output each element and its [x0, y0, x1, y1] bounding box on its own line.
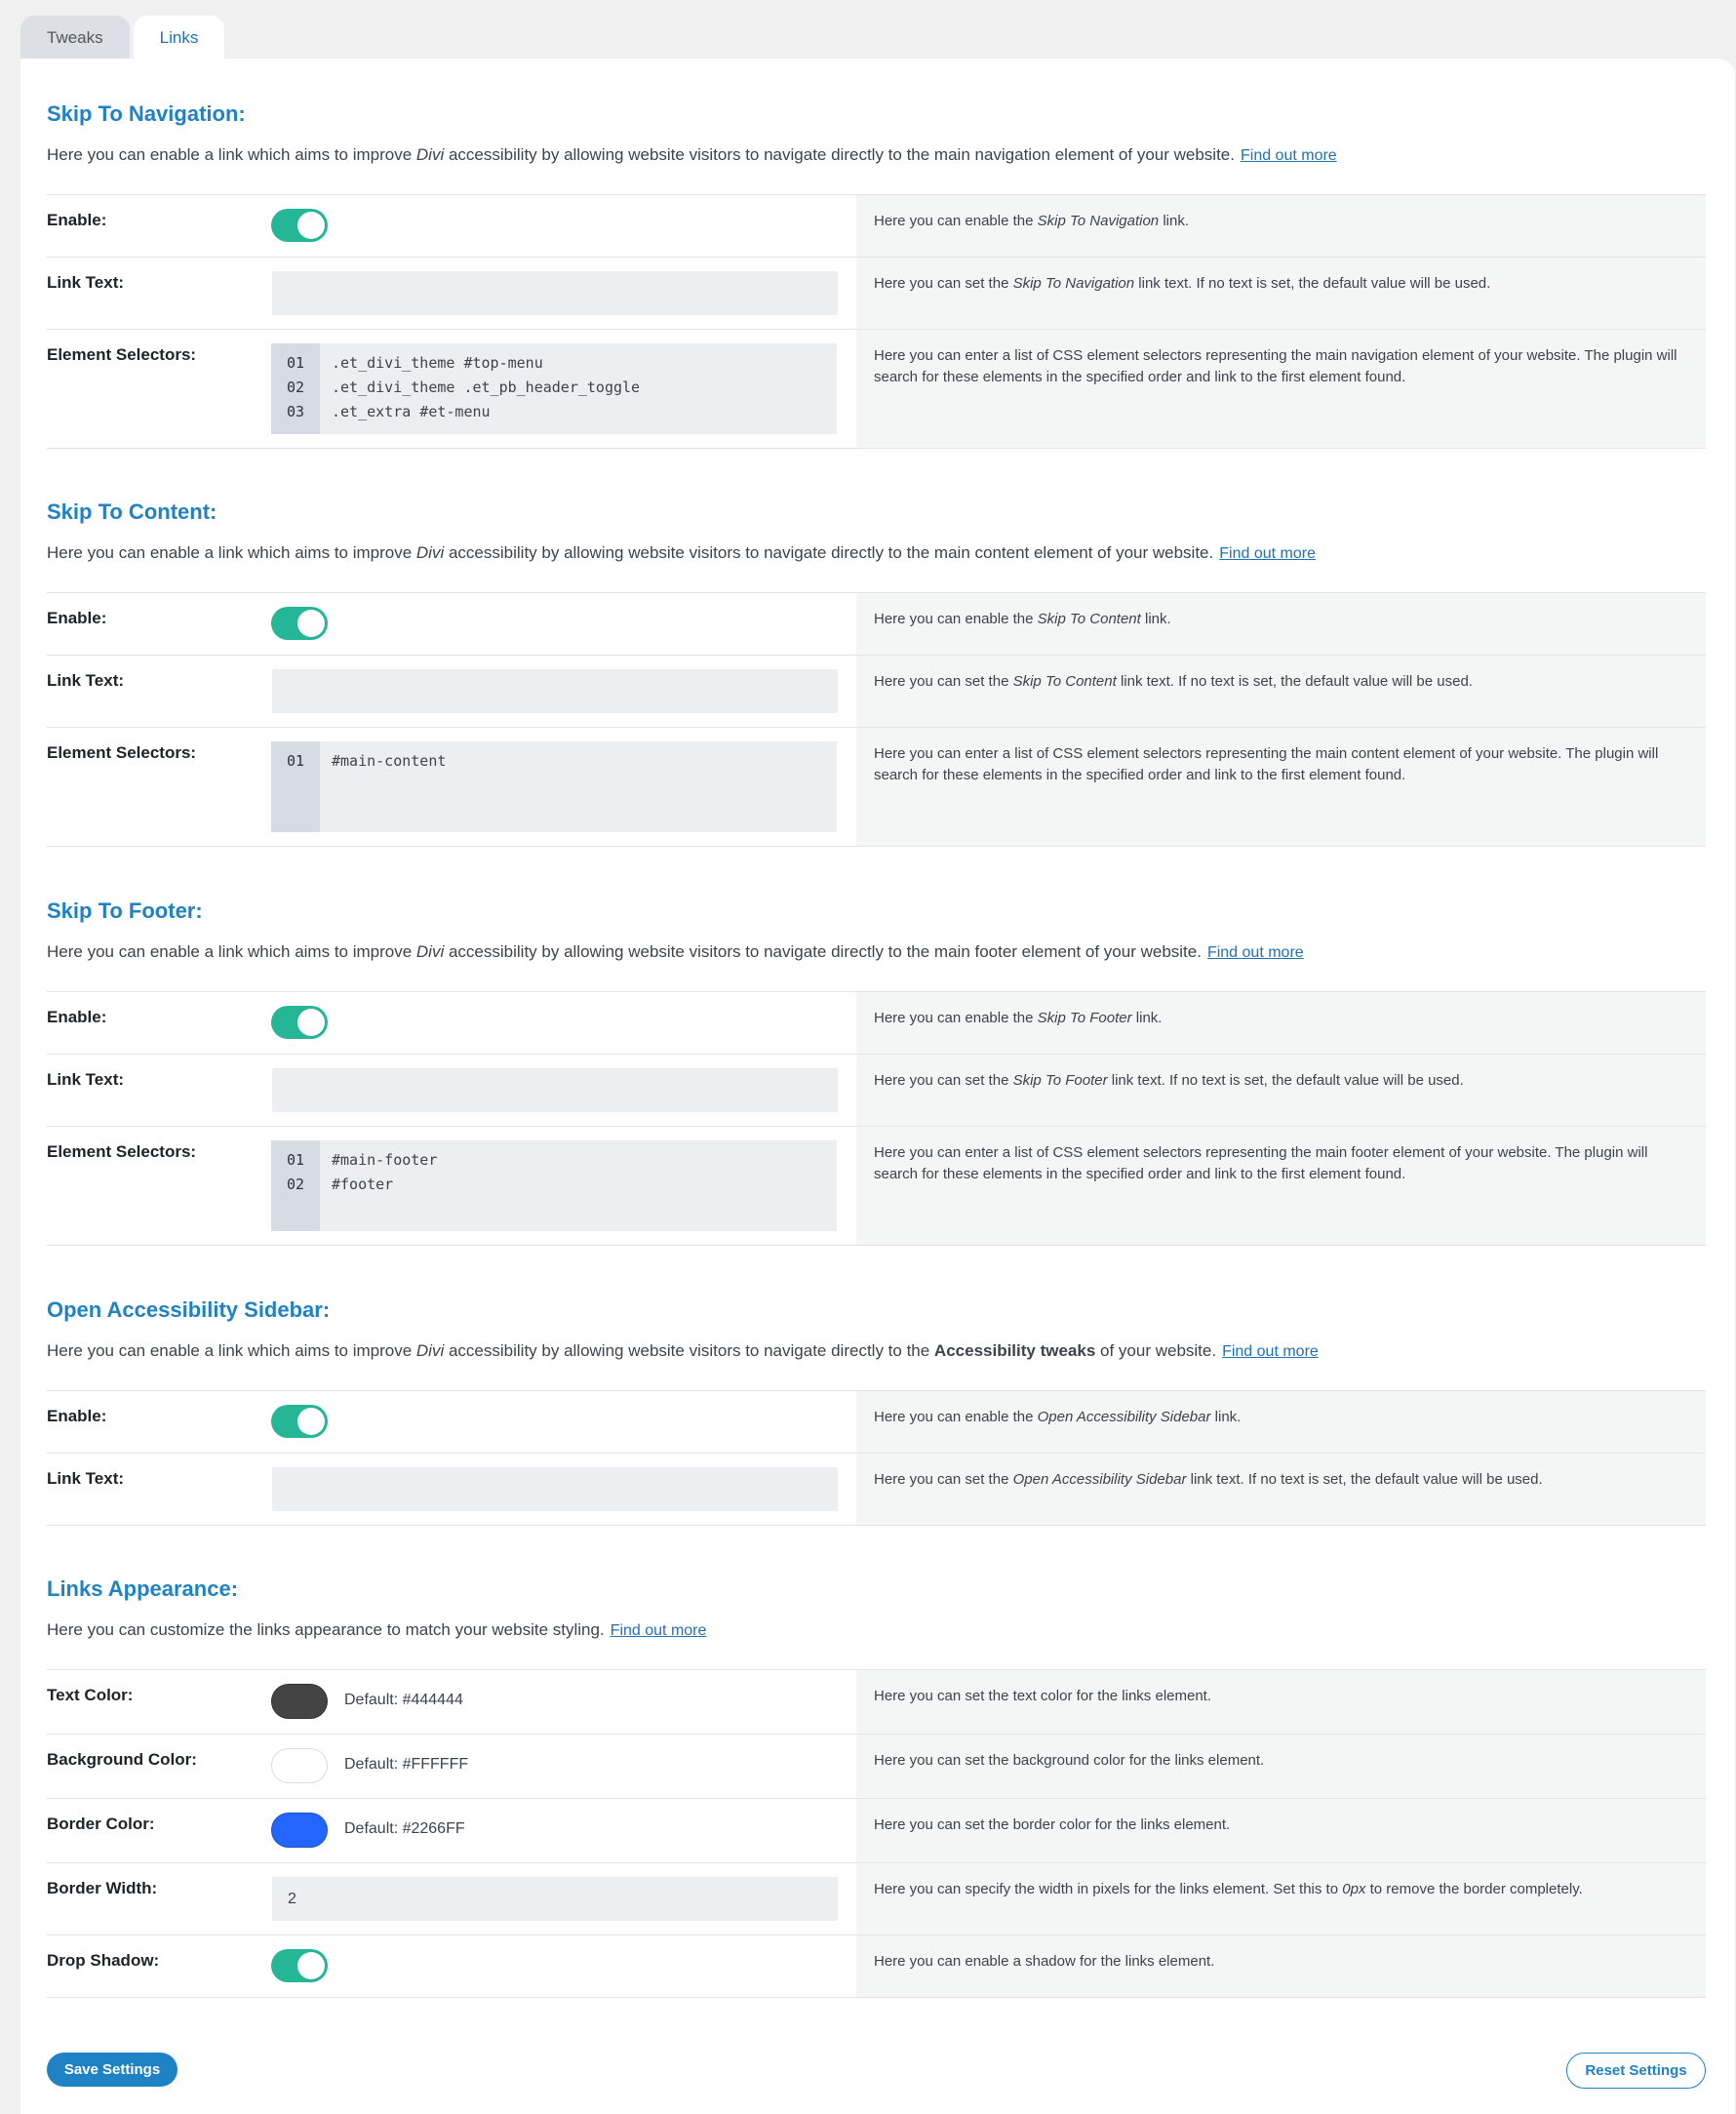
selector-line: .et_divi_theme .et_pb_header_toggle [332, 379, 641, 396]
selector-line: .et_extra #et-menu [332, 403, 491, 420]
links-appearance-section [47, 1576, 1706, 1970]
skip-to-footer-section [47, 898, 1706, 1193]
link-text-help: Here you can set the Open Accessibility Sidebar link text. If no text is set, the default value will be used. [856, 1454, 1706, 1525]
enable-toggle[interactable] [271, 209, 328, 242]
enable-label: Enable: [47, 1407, 107, 1425]
settings-rows [47, 1669, 1706, 1998]
reset-settings-button[interactable]: Reset Settings [1566, 2053, 1706, 2089]
enable-label: Enable: [47, 211, 107, 229]
enable-help: Here you can enable the Open Accessibility Sidebar link. [856, 1391, 1706, 1453]
section-description: Here you can enable a link which aims to improve Divi accessibility by allowing website visitors to navigate directly to the main navigation element of your website. Find out more [47, 145, 1337, 164]
link-text-input[interactable] [272, 1068, 838, 1112]
enable-help: Here you can enable the Skip To Content link. [856, 593, 1706, 655]
link-text-help: Here you can set the Skip To Navigation link text. If no text is set, the default value will be used. [856, 258, 1706, 329]
find-out-more-link[interactable]: Find out more [610, 1622, 707, 1639]
border-color-label: Border Color: [47, 1815, 155, 1833]
skip-to-content-section [47, 499, 1706, 783]
text-color-label: Text Color: [47, 1686, 134, 1704]
line-number: 02 [287, 379, 305, 396]
tab-links[interactable]: Links [134, 16, 225, 60]
link-text-help: Here you can set the Skip To Content link text. If no text is set, the default value will be used. [856, 656, 1706, 727]
drop-shadow-toggle[interactable] [271, 1949, 328, 1982]
link-text-row [47, 656, 1706, 728]
enable-row [47, 593, 1706, 656]
skip-to-navigation-section [47, 101, 1706, 420]
enable-row [47, 1391, 1706, 1454]
find-out-more-link[interactable]: Find out more [1240, 147, 1337, 164]
border-color-default: Default: #2266FF [344, 1820, 465, 1837]
toggle-knob [297, 610, 325, 637]
section-title: Links Appearance: [47, 1576, 239, 1601]
element-selectors-label: Element Selectors: [47, 1142, 197, 1161]
section-description: Here you can enable a link which aims to improve Divi accessibility by allowing website visitors to navigate directly to the main content element of your website. Find out more [47, 543, 1316, 562]
settings-rows [47, 194, 1706, 449]
line-number: 02 [287, 1176, 305, 1193]
border-width-help: Here you can specify the width in pixels for the links element. Set this to 0px to remove the border completely. [856, 1863, 1706, 1935]
background-color-help: Here you can set the background color for the links element. [856, 1735, 1706, 1798]
line-number: 01 [287, 752, 305, 770]
background-color-swatch[interactable] [271, 1748, 328, 1783]
open-accessibility-sidebar-section [47, 1297, 1706, 1488]
section-title: Open Accessibility Sidebar: [47, 1297, 331, 1322]
find-out-more-link[interactable]: Find out more [1222, 1343, 1319, 1360]
border-width-label: Border Width: [47, 1879, 158, 1897]
line-number: 03 [287, 403, 305, 420]
enable-label: Enable: [47, 1008, 107, 1026]
find-out-more-link[interactable]: Find out more [1219, 545, 1316, 562]
link-text-label: Link Text: [47, 1070, 125, 1089]
settings-tabs [20, 16, 224, 59]
settings-rows [47, 592, 1706, 847]
section-description: Here you can customize the links appearance to match your website styling. Find out more [47, 1620, 707, 1639]
section-description: Here you can enable a link which aims to improve Divi accessibility by allowing website visitors to navigate directly to the main footer element of your website. Find out more [47, 942, 1304, 961]
link-text-label: Link Text: [47, 671, 125, 690]
element-selectors-help: Here you can enter a list of CSS element selectors representing the main content element of your website. The plugin will search for these elements in the specified order and link to the first element found. [856, 728, 1706, 846]
text-color-default: Default: #444444 [344, 1692, 463, 1708]
find-out-more-link[interactable]: Find out more [1206, 944, 1304, 961]
link-text-input[interactable] [272, 669, 838, 713]
border-color-swatch[interactable] [271, 1813, 328, 1848]
enable-help: Here you can enable the Skip To Footer link. [856, 992, 1706, 1054]
text-color-swatch[interactable] [271, 1684, 328, 1719]
text-color-row [47, 1670, 1706, 1735]
enable-label: Enable: [47, 609, 107, 627]
section-title: Skip To Content: [47, 499, 217, 524]
enable-toggle[interactable] [271, 1006, 328, 1039]
element-selectors-row [47, 728, 1706, 847]
settings-rows [47, 1390, 1706, 1526]
element-selectors-row [47, 330, 1706, 449]
element-selectors-help: Here you can enter a list of CSS element selectors representing the main footer element of your website. The plugin will search for these elements in the specified order and link to the first element found. [856, 1127, 1706, 1245]
element-selectors-editor[interactable] [271, 741, 837, 832]
section-description: Here you can enable a link which aims to improve Divi accessibility by allowing website visitors to navigate directly to the Accessibility tweaks of your website. Find out more [47, 1341, 1319, 1360]
link-text-row [47, 1454, 1706, 1526]
drop-shadow-help: Here you can enable a shadow for the links element. [856, 1935, 1706, 1997]
border-color-row [47, 1799, 1706, 1863]
link-text-input[interactable] [272, 1467, 838, 1511]
toggle-knob [297, 1009, 325, 1036]
enable-help: Here you can enable the Skip To Navigation link. [856, 195, 1706, 257]
background-color-default: Default: #FFFFFF [344, 1756, 469, 1773]
line-number: 01 [287, 1151, 305, 1169]
enable-toggle[interactable] [271, 607, 328, 640]
selector-line: #main-content [332, 752, 447, 770]
toggle-knob [297, 212, 325, 239]
link-text-input[interactable] [272, 271, 838, 315]
drop-shadow-row [47, 1935, 1706, 1998]
element-selectors-label: Element Selectors: [47, 345, 197, 364]
enable-row [47, 992, 1706, 1055]
element-selectors-editor[interactable] [271, 343, 837, 434]
section-title: Skip To Navigation: [47, 101, 246, 126]
element-selectors-row [47, 1127, 1706, 1246]
element-selectors-label: Element Selectors: [47, 743, 197, 762]
save-settings-button[interactable]: Save Settings [47, 2053, 178, 2087]
tab-tweaks[interactable]: Tweaks [20, 16, 130, 60]
link-text-label: Link Text: [47, 1469, 125, 1488]
line-number: 01 [287, 354, 305, 372]
toggle-knob [297, 1408, 325, 1435]
border-width-row [47, 1863, 1706, 1935]
border-width-input[interactable]: 2 [272, 1877, 838, 1921]
drop-shadow-label: Drop Shadow: [47, 1951, 160, 1970]
element-selectors-help: Here you can enter a list of CSS element selectors representing the main navigation element of your website. The plugin will search for these elements in the specified order and link to the first element found. [856, 330, 1706, 448]
link-text-row [47, 258, 1706, 330]
section-title: Skip To Footer: [47, 898, 203, 923]
background-color-row [47, 1735, 1706, 1799]
link-text-help: Here you can set the Skip To Footer link text. If no text is set, the default value will be used. [856, 1055, 1706, 1126]
background-color-label: Background Color: [47, 1750, 197, 1769]
selector-line: .et_divi_theme #top-menu [332, 354, 543, 372]
settings-rows [47, 991, 1706, 1246]
link-text-row [47, 1055, 1706, 1127]
selector-line: #footer [332, 1176, 394, 1193]
enable-toggle[interactable] [271, 1405, 328, 1438]
text-color-help: Here you can set the text color for the links element. [856, 1670, 1706, 1734]
element-selectors-editor[interactable] [271, 1140, 837, 1231]
toggle-knob [297, 1952, 325, 1979]
selector-line: #main-footer [332, 1151, 438, 1169]
enable-row [47, 195, 1706, 258]
border-color-help: Here you can set the border color for the links element. [856, 1799, 1706, 1862]
link-text-label: Link Text: [47, 273, 125, 292]
